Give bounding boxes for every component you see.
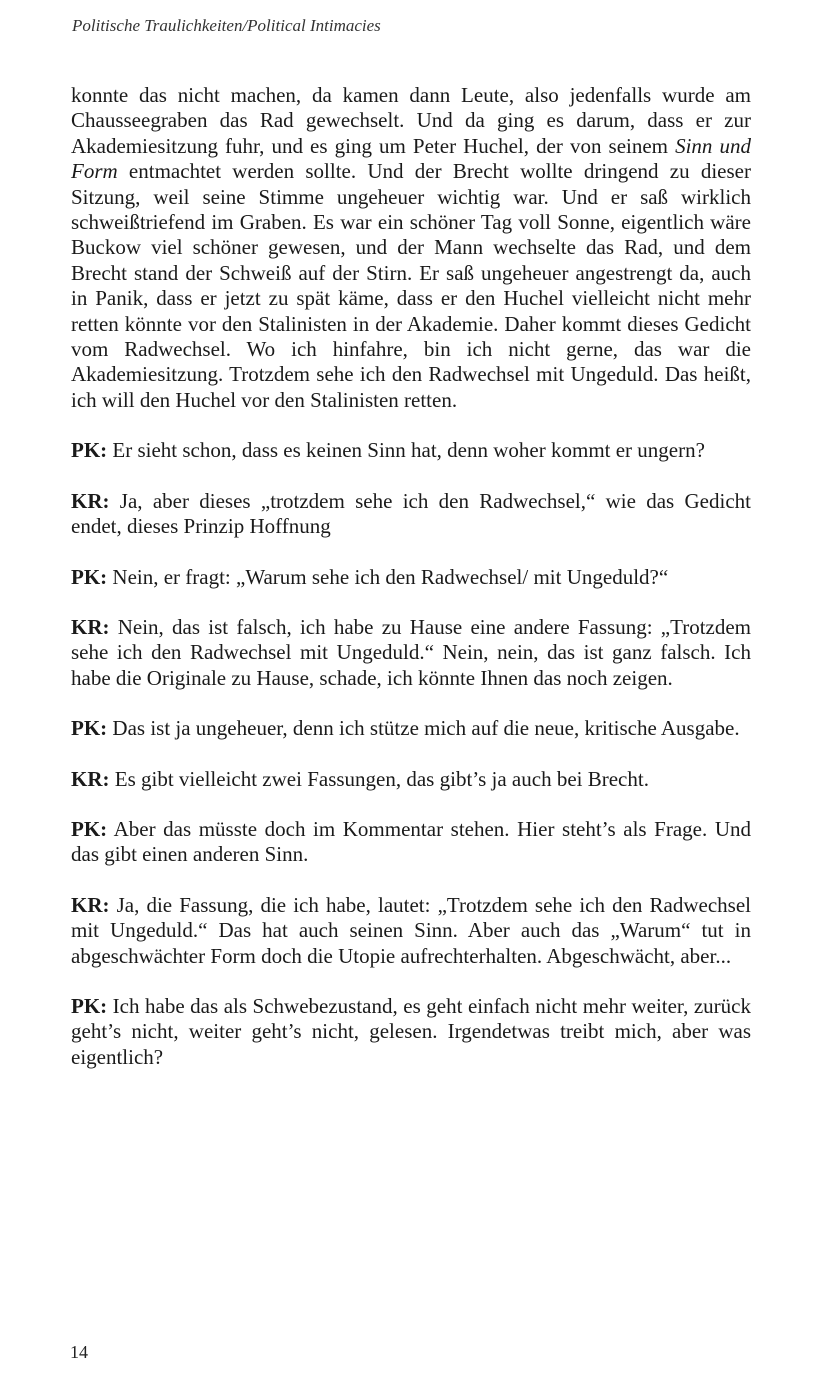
dialogue-text: Ja, aber dieses „trotzdem sehe ich den Radwechsel,“ wie das Gedicht endet, dieses Prinzip Hoffnung [71,488,751,539]
dialogue-text: Ja, die Fassung, die ich habe, lautet: „Trotzdem sehe ich den Radwechsel mit Ungeduld.“ Das hat auch seinen Sinn. Aber auch das „Warum“ tut in abgeschwächter Form doch die Utopie aufrechterhalten. Abgeschwächt, aber... [71,892,751,968]
dialogue-text: Er sieht schon, dass es keinen Sinn hat, denn woher kommt er ungern? [107,438,705,463]
dialogue-paragraph [71,716,751,741]
speaker-label: PK: [71,564,108,589]
dialogue-text: Ich habe das als Schwebezustand, es geht einfach nicht mehr weiter, zurück geht’s nicht, weiter geht’s nicht, gelesen. Irgendetwas treibt mich, aber was eigentlich? [71,993,751,1069]
page-body [71,83,751,1095]
speaker-label: KR: [71,892,110,917]
dialogue-text: Das ist ja ungeheuer, denn ich stütze mich auf die neue, kritische Ausgabe. [107,716,740,741]
dialogue-paragraph [71,438,751,463]
intro-text-part2: entmachtet werden sollte. Und der Brecht wollte dringend zu dieser Sitzung, weil seine Stimme ungeheuer wichtig war. Und er saß wirklich schweißtriefend im Graben. Es war ein schöner Tag voll Sonne, eigentlich wäre Buckow viel schöner gewesen, und der Mann wechselte das Rad, und dem Brecht stand der Schweiß auf der Stirn. Er saß ungeheuer angestrengt da, auch in Panik, dass er jetzt zu spät käme, dass er den Huchel vielleicht nicht mehr retten könnte vor den Stalinisten in der Akademie. Daher kommt dieses Gedicht vom Radwechsel. Wo ich hinfahre, bin ich nicht gerne, das war die Akademiesitzung. Trotzdem sehe ich den Radwechsel mit Ungeduld. Das heißt, ich will den Huchel vor den Stalinisten retten. [71,159,751,412]
dialogue-paragraph [71,489,751,540]
speaker-label: PK: [71,816,108,841]
intro-paragraph [71,83,751,413]
running-header: Politische Traulichkeiten/Political Intimacies [72,16,381,35]
speaker-label: PK: [71,716,108,741]
dialogue-text: Nein, er fragt: „Warum sehe ich den Radwechsel/ mit Ungeduld?“ [107,564,669,589]
dialogue-paragraph [71,615,751,691]
dialogue-paragraph [71,817,751,868]
dialogue-text: Nein, das ist falsch, ich habe zu Hause eine andere Fassung: „Trotzdem sehe ich den Radwechsel mit Ungeduld.“ Nein, nein, das ist ganz falsch. Ich habe die Originale zu Hause, schade, ich könnte Ihnen das noch zeigen. [71,614,751,690]
dialogue-paragraph [71,994,751,1070]
dialogue-text: Es gibt vielleicht zwei Fassungen, das gibt’s ja auch bei Brecht. [109,766,649,791]
speaker-label: KR: [71,766,110,791]
speaker-label: PK: [71,993,108,1018]
speaker-label: KR: [71,614,110,639]
speaker-label: KR: [71,488,110,513]
dialogue-paragraph [71,767,751,792]
dialogue-paragraph [71,893,751,969]
dialogue-text: Aber das müsste doch im Kommentar stehen. Hier steht’s als Frage. Und das gibt einen anderen Sinn. [71,816,751,867]
intro-text-part1: konnte das nicht machen, da kamen dann Leute, also jedenfalls wurde am Chausseegraben das Rad gewechselt. Und da ging es darum, dass er zur Akademiesitzung fuhr, und es ging um Peter Huchel, der von seinem [71,83,751,158]
dialogue-paragraph [71,565,751,590]
speaker-label: PK: [71,438,108,463]
page-number: 14 [70,1342,88,1362]
intro-text-italic-title: Sinn und Form [71,133,751,184]
